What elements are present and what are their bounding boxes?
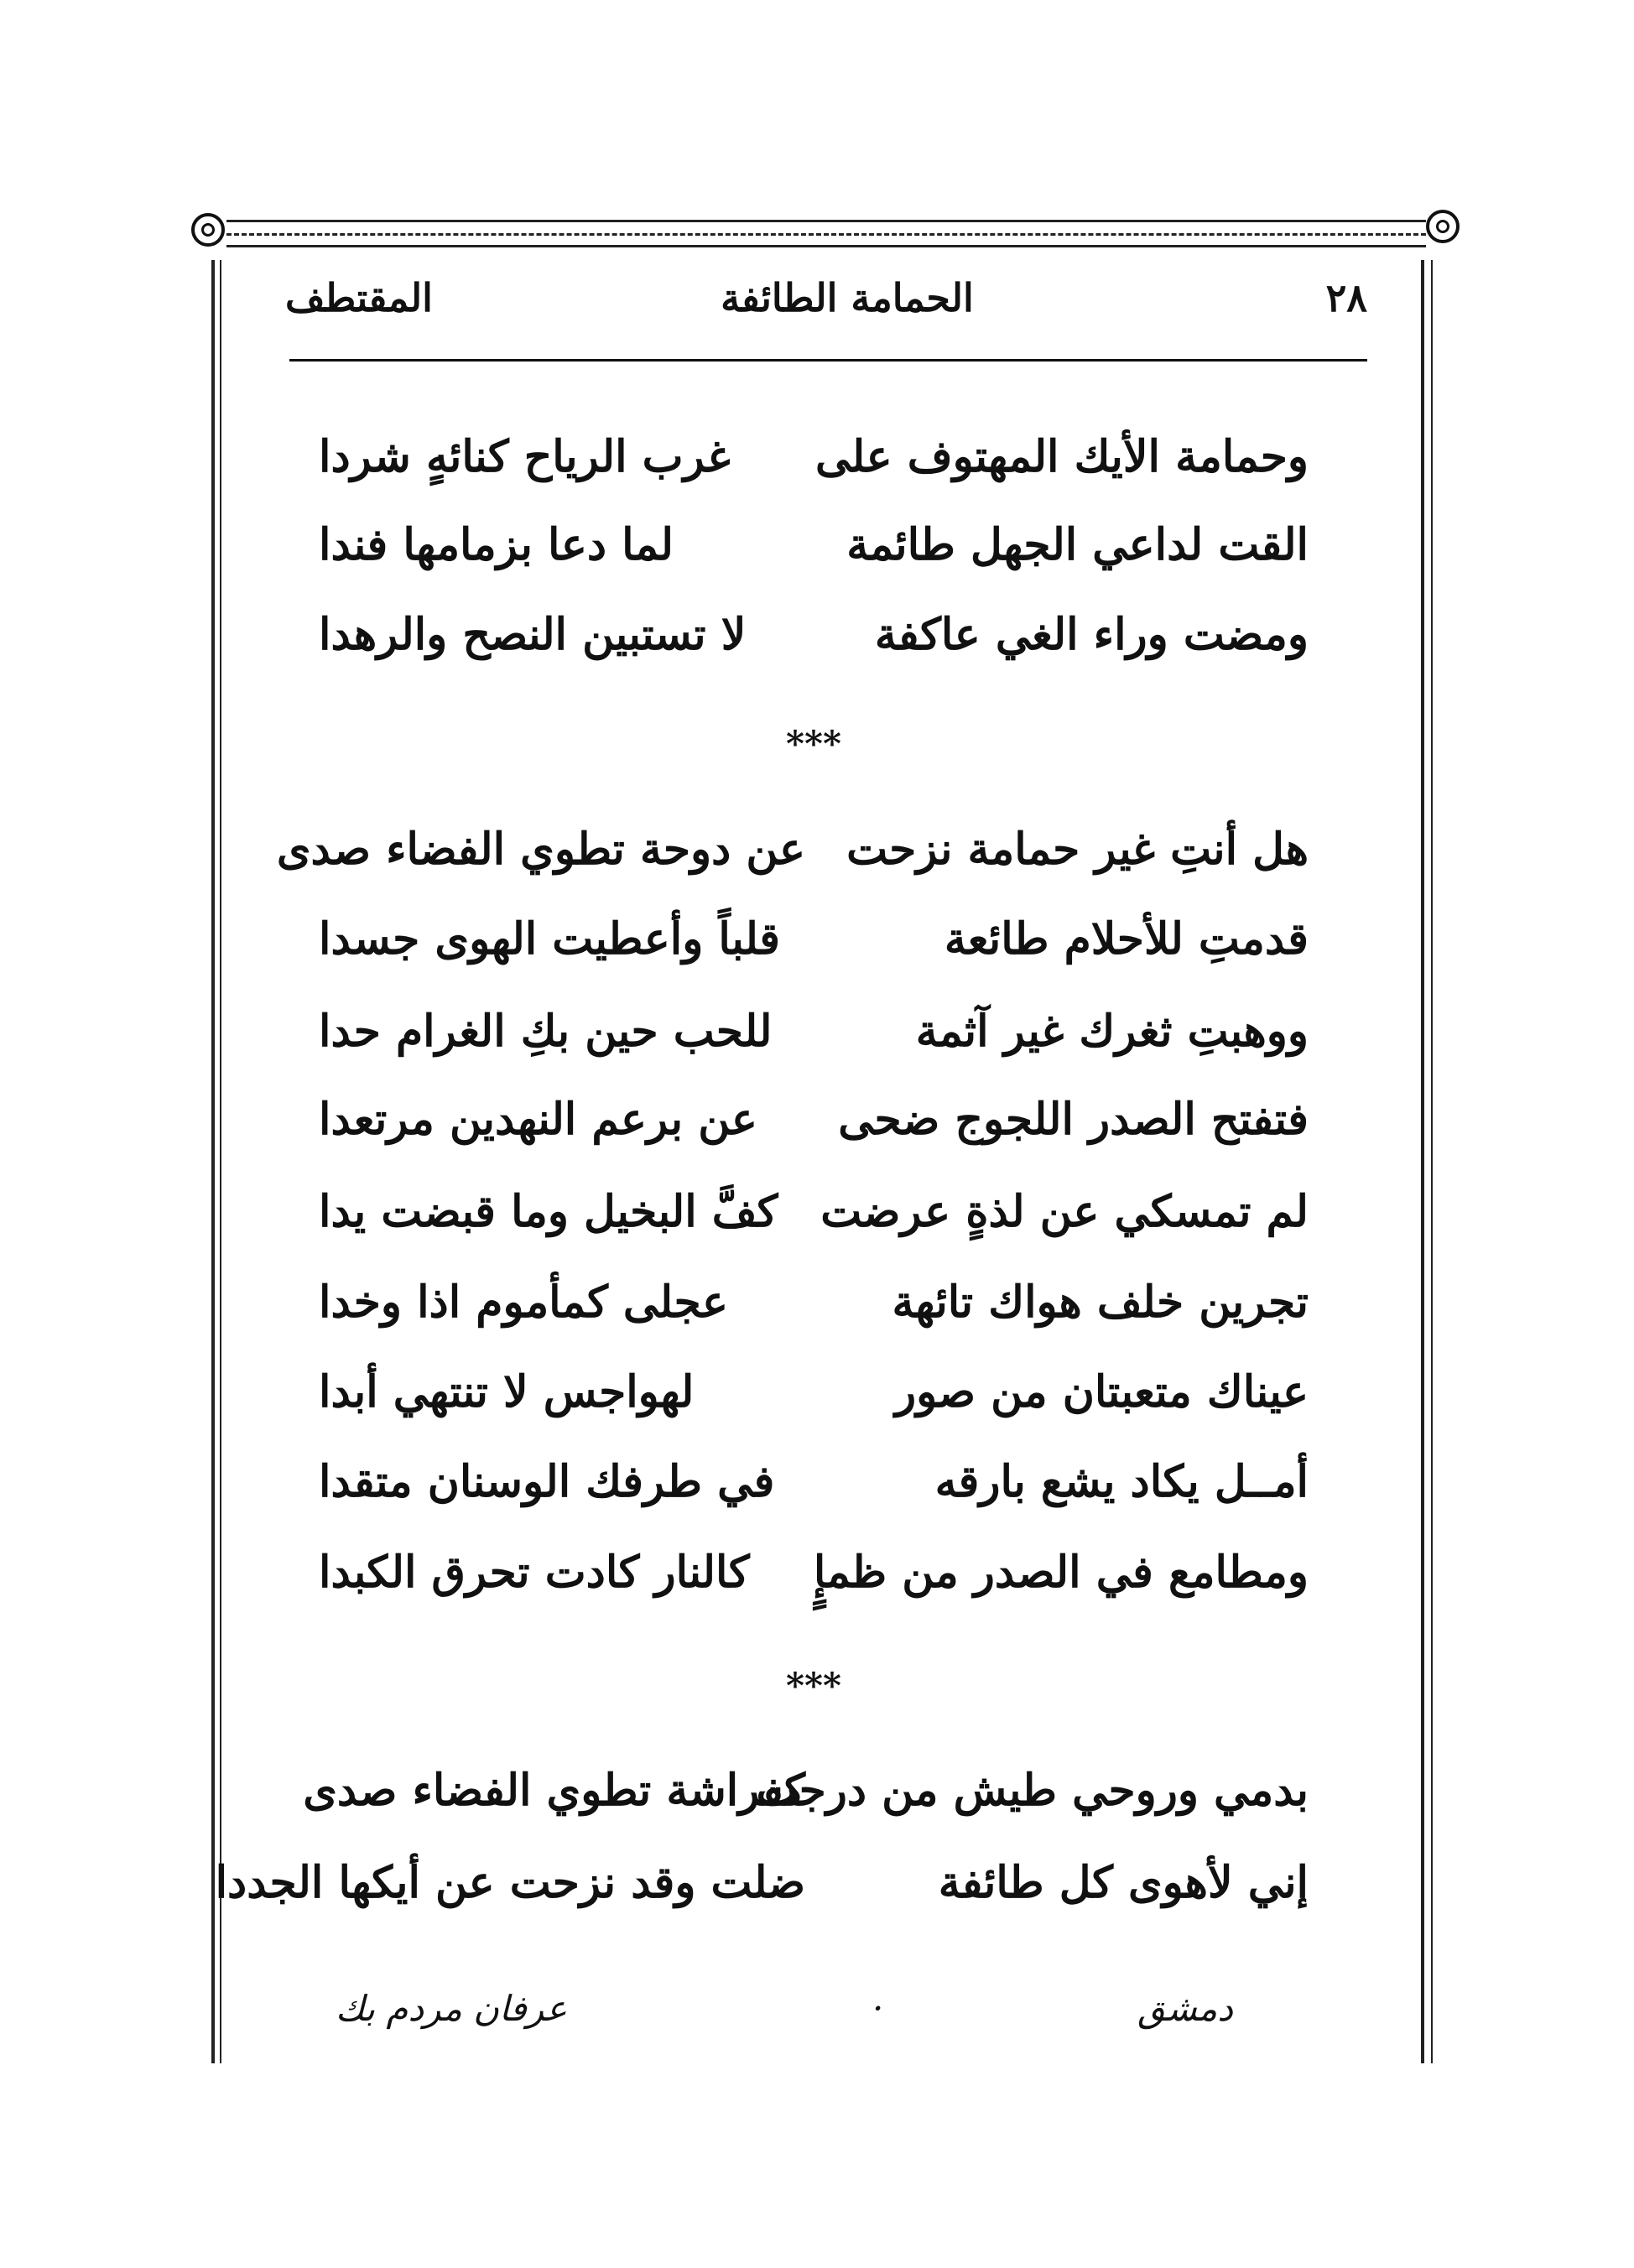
verse-line bbox=[319, 994, 1309, 1069]
right-border-line bbox=[1421, 260, 1424, 2063]
header-rule bbox=[289, 359, 1367, 362]
verse-second-hemistich: قلباً وأعطيت الهوى جسدا bbox=[319, 913, 781, 965]
verse-second-hemistich: كفراشة تطوي الفضاء صدى bbox=[303, 1765, 805, 1816]
top-border-dashed-line bbox=[226, 233, 1426, 236]
verse-second-hemistich: عجلى كمأموم اذا وخدا bbox=[319, 1277, 729, 1328]
top-border-line bbox=[226, 220, 1426, 222]
verse-first-hemistich: تجرين خلف هواك تائهة bbox=[892, 1277, 1309, 1328]
verse-first-hemistich: وحمامة الأيك المهتوف على bbox=[815, 431, 1309, 482]
corner-ornament-left-icon bbox=[191, 213, 225, 247]
verse-first-hemistich: ومطامع في الصدر من ظمإٍ bbox=[813, 1547, 1309, 1598]
running-header bbox=[285, 267, 1367, 342]
stanza-separator: *** bbox=[786, 723, 841, 764]
verse-first-hemistich: عيناك متعبتان من صور bbox=[894, 1366, 1309, 1418]
left-border-line-inner bbox=[220, 260, 221, 2063]
verse-second-hemistich: عن برعم النهدين مرتعدا bbox=[319, 1094, 757, 1145]
verse-second-hemistich: ضلت وقد نزحت عن أيكها الجددا bbox=[215, 1857, 805, 1908]
signature-line bbox=[336, 1988, 1258, 2047]
verse-line bbox=[319, 902, 1309, 977]
verse-first-hemistich: إني لأهوى كل طائفة bbox=[938, 1857, 1309, 1908]
page-title: الحمامة الطائفة bbox=[721, 275, 974, 320]
verse-first-hemistich: قدمتِ للأحلام طائعة bbox=[944, 913, 1309, 965]
verse-first-hemistich: فتفتح الصدر اللجوج ضحى bbox=[838, 1094, 1309, 1145]
verse-second-hemistich: كفَّ البخيل وما قبضت يدا bbox=[319, 1186, 778, 1237]
verse-line bbox=[319, 1355, 1309, 1430]
verse-line bbox=[276, 812, 1309, 887]
verse-first-hemistich: ومضت وراء الغي عاكفة bbox=[874, 609, 1309, 660]
verse-first-hemistich: هل أنتِ غير حمامة نزحت bbox=[846, 824, 1309, 875]
verse-line bbox=[319, 1535, 1309, 1610]
stanza-separator: *** bbox=[786, 1665, 841, 1706]
verse-line bbox=[303, 1753, 1309, 1828]
verse-second-hemistich: في طرفك الوسنان متقدا bbox=[319, 1456, 775, 1507]
verse-second-hemistich: لا تستبين النصح والرهدا bbox=[319, 609, 747, 660]
verse-line bbox=[319, 1082, 1309, 1157]
verse-line bbox=[215, 1845, 1309, 1921]
verse-line bbox=[319, 1265, 1309, 1340]
signature-dot: · bbox=[872, 1988, 884, 2029]
publication-name: المقتطف bbox=[285, 275, 433, 320]
page-number: ٢٨ bbox=[1325, 275, 1367, 320]
verse-second-hemistich: لهواجس لا تنتهي أبدا bbox=[319, 1366, 695, 1418]
verse-first-hemistich: لم تمسكي عن لذةٍ عرضت bbox=[820, 1186, 1309, 1237]
right-border-line-inner bbox=[1431, 260, 1433, 2063]
verse-second-hemistich: لما دعا بزمامها فندا bbox=[319, 519, 674, 570]
verse-line bbox=[319, 597, 1309, 673]
top-border-line-2 bbox=[226, 245, 1426, 247]
verse-line bbox=[319, 1444, 1309, 1520]
verse-second-hemistich: للحب حين بكِ الغرام حدا bbox=[319, 1006, 773, 1057]
verse-first-hemistich: القت لداعي الجهل طائمة bbox=[846, 519, 1309, 570]
verse-line bbox=[319, 419, 1309, 495]
verse-first-hemistich: ووهبتِ ثغرك غير آثمة bbox=[915, 1006, 1309, 1057]
signature-author: عرفان مردم بك bbox=[336, 1988, 568, 2029]
corner-ornament-right-icon bbox=[1426, 210, 1460, 243]
left-border-line bbox=[211, 260, 215, 2063]
verse-second-hemistich: كالنار كادت تحرق الكبدا bbox=[319, 1547, 750, 1598]
verse-second-hemistich: عن دوحة تطوي الفضاء صدى bbox=[276, 824, 805, 875]
verse-first-hemistich: بدمي وروحي طيش من درجت bbox=[756, 1765, 1309, 1816]
signature-city: دمشق bbox=[1137, 1988, 1233, 2029]
verse-first-hemistich: أمــل يكاد يشع بارقه bbox=[934, 1456, 1309, 1507]
verse-second-hemistich: غرب الرياح كنائهٍ شردا bbox=[319, 431, 731, 482]
verse-line bbox=[319, 1174, 1309, 1250]
verse-line bbox=[319, 507, 1309, 583]
